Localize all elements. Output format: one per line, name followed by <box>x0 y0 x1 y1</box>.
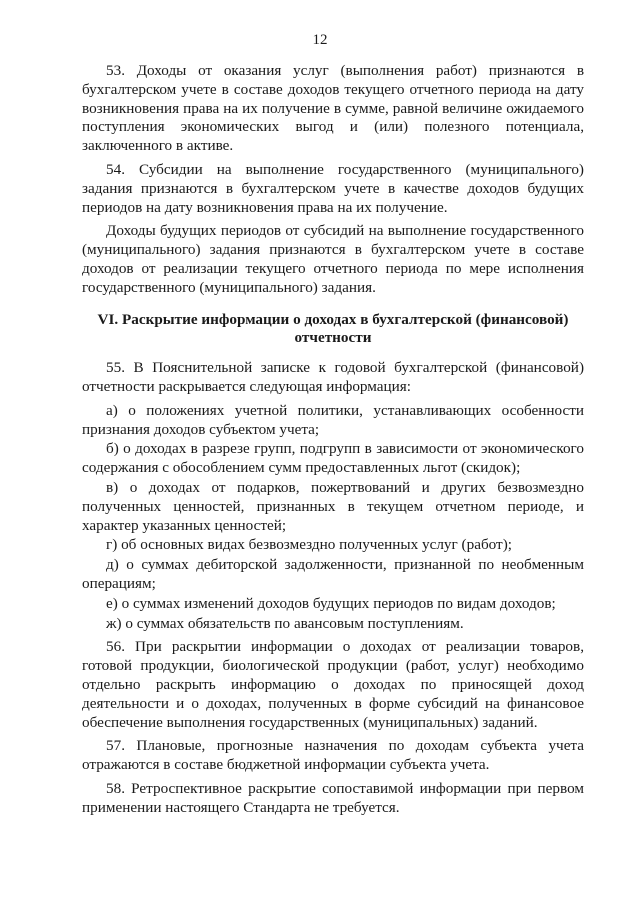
paragraph-58: 58. Ретроспективное раскрытие сопоставимой информации при первом применении настоящего Стандарта не требуется. <box>82 779 584 816</box>
list-item-a: а) о положениях учетной политики, устанавливающих особенности признания доходов субъектом учета; <box>82 401 584 438</box>
paragraph-54-continuation: Доходы будущих периодов от субсидий на выполнение государственного (муниципального) задания признаются в бухгалтерском учете в составе доходов от реализации текущего отчетного периода по мере исполнения государственного (муниципального) задания. <box>82 222 584 296</box>
paragraph-56: 56. При раскрытии информации о доходах от реализации товаров, готовой продукции, биологической продукции (работ, услуг) необходимо отдельно раскрыть информацию о доходах по приносящей доход деятельности и о доходах, полученных в форме субсидий на финансовое обеспечение выполнения государственных (муниципальных) заданий. <box>82 638 584 731</box>
list-item-v: в) о доходах от подарков, пожертвований и других безвозмездно полученных ценностей, признанных в текущем отчетном периоде, и характер указанных ценностей; <box>82 478 584 534</box>
list-item-zh: ж) о суммах обязательств по авансовым поступлениям. <box>106 614 464 632</box>
paragraph-57: 57. Плановые, прогнозные назначения по доходам субъекта учета отражаются в составе бюджетной информации субъекта учета. <box>82 737 584 774</box>
paragraph-54: 54. Субсидии на выполнение государственного (муниципального) задания признаются в бухгалтерском учете в качестве доходов будущих периодов на дату возникновения права на их получение. <box>82 160 584 216</box>
document-body <box>82 62 584 818</box>
paragraph-55: 55. В Пояснительной записке к годовой бухгалтерской (финансовой) отчетности раскрывается следующая информация: <box>82 359 584 395</box>
page-number: 12 <box>312 32 328 48</box>
list-item-b: б) о доходах в разрезе групп, подгрупп в зависимости от экономического содержания с обособлением сумм предоставленных льгот (скидок); <box>82 440 584 477</box>
section-heading: VI. Раскрытие информации о доходах в бухгалтерской (финансовой) отчетности <box>97 310 569 347</box>
list-item-e: е) о суммах изменений доходов будущих периодов по видам доходов; <box>106 594 556 612</box>
paragraph-53: 53. Доходы от оказания услуг (выполнения работ) признаются в бухгалтерском учете в составе доходов текущего отчетного периода на дату возникновения права на их получение в сумме, равной величине ожидаемого поступления экономических выгод и (или) полезного потенциала, заключенного в активе. <box>82 62 584 155</box>
list-item-g: г) об основных видах безвозмездно полученных услуг (работ); <box>106 536 512 554</box>
list-item-d: д) о суммах дебиторской задолженности, признанной по необменным операциям; <box>82 556 584 592</box>
